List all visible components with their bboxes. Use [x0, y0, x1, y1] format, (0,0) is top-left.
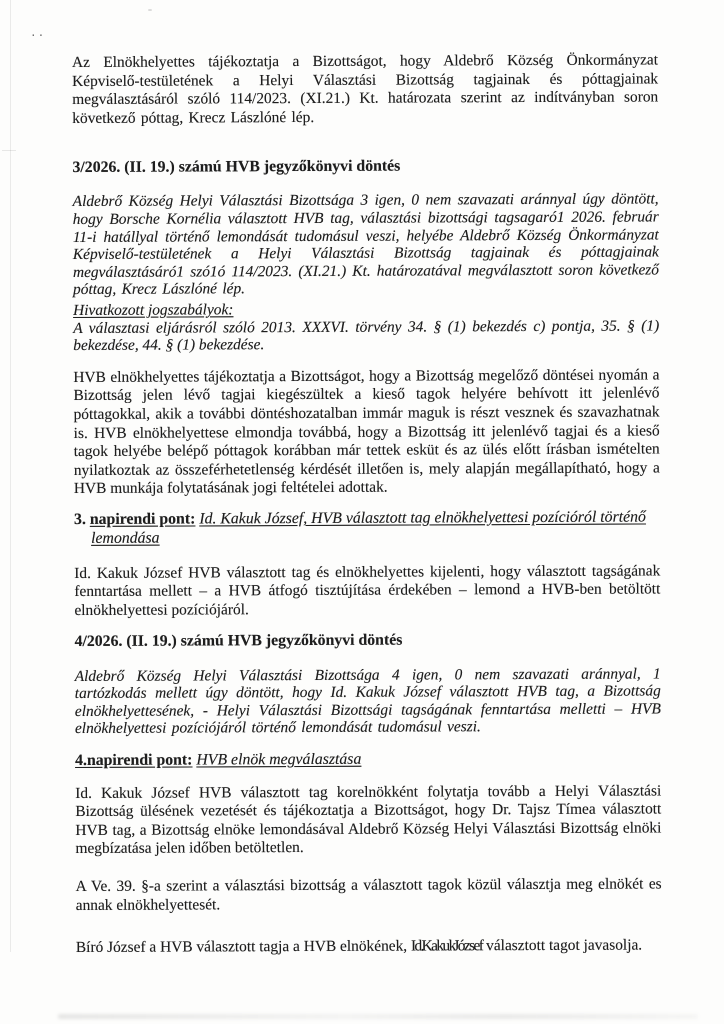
scan-artifact-ghost-next-line: [58, 1014, 698, 1019]
scan-artifact-left-line: [10, 0, 11, 952]
referenced-laws-text: A választasi eljárásról szóló 2013. XXXVI. törvény 34. § (1) bekezdés c) pontja, 35. § (1) bekezdése, 44. § (1) bekezdése.: [73, 316, 660, 355]
agenda-item-4-heading: [75, 748, 661, 770]
chair-proposal-line: [76, 937, 662, 958]
agenda-item-4-label: 4.napirendi pont:: [75, 751, 193, 770]
agenda-item-3-heading: [74, 507, 660, 549]
agenda-item-4-paragraph-2: A Ve. 39. §-a szerint a választási bizottság a választott tagok közül választja meg elnökét es annak elnökhelyettesét.: [75, 875, 662, 914]
scan-artifact-dots: ..: [30, 26, 46, 39]
decision-3-heading: 3/2026. (II. 19.) számú HVB jegyzőkönyvi döntés: [72, 157, 401, 177]
referenced-laws-label: Hivatkozott jogszabályok:: [73, 301, 234, 319]
agenda-item-3-title: Id. Kakuk József, HVB választott tag elnökhelyettesi pozícióról történő lemondása: [91, 508, 646, 548]
agenda-item-3-label: napirendi pont:: [89, 510, 196, 528]
intro-paragraph: Az Elnökhelyettes tájékoztatja a Bizottságot, hogy Aldebrő Község Önkormányzat Képviselő-testületének a Helyi Választási Bizottság tagjainak és póttagjainak megválasztásáról szóló 114/2023. (XI.21.) Kt. határozata szerint az indítványban soron következő póttag, Krecz Lászlóné lép.: [72, 51, 659, 127]
decision-4-heading: 4/2026. (II. 19.) számú HVB jegyzőkönyvi döntés: [74, 631, 403, 650]
agenda-item-4-paragraph-1: Id. Kakuk József HVB választott tag korelnökként folytatja tovább a Helyi Választási Bizottság ülésének vezetését és tájékoztatja a Bizottságot, hogy Dr. Tajsz Tímea választott HVB tag, a Bizottság elnöke lemondásával Aldebrő Község Helyi Választási Bizottság elnöki megbízatása jelen időben betöltetlen.: [75, 781, 662, 858]
deputy-chair-info-paragraph: HVB elnökhelyettes tájékoztatja a Bizottságot, hogy a Bizottság megelőző döntései nyomán a Bizottság jelen lévő tagjai kiegészültek a kieső tagok helyére behívott itt jelenlévő póttagokkal, akik a további döntéshozatalban immár maguk is részt vesznek és szavazhatnak is. HVB elnökhelyettese elmondja továbbá, hogy a Bizottság itt jelenlévő tagjai és a kieső tagok helyébe belépő póttagok korábban már tettek esküt és az ülés előtt írásban ismételten nyilatkoztak az összeférhetetlenség kérdését illetően is, mely alapján megállapítható, hogy a HVB munkája folytatásának jogi feltételei adottak.: [73, 366, 660, 498]
agenda-item-3-paragraph: Id. Kakuk József HVB választott tag és elnökhelyettes kijelenti, hogy választott tagságának fenntartása mellett – a HVB átfogó tisztújítása érdekében – lemond a HVB-ben betöltött elnökhelyettesi pozíciójáról.: [74, 562, 661, 620]
chair-proposal-condensed-name: Id. Kakuk József: [410, 937, 483, 955]
decision-3-body: Aldebrő Község Helyi Választási Bizottsága 3 igen, 0 nem szavazati aránnyal úgy döntött, hogy Borsche Kornélia választott HVB tag, választási bizottsági tagsagaró1 2026. február 11-i hatállyal történő lemondását tudomásul veszi, helyébe Aldebrő Község Önkormányzat Képviselő-testületének a Helyi Választási Bizottság tagjainak és póttagjainak megválasztásáró1 szó1ó 114/2023. (XI.21.) Kt. határozatával megválasztott soron következő póttag, Krecz Lászlóné lép.: [72, 190, 659, 299]
chair-proposal-before: Bíró József a HVB választott tagja a HVB elnökének,: [75, 937, 408, 957]
chair-proposal-after: választott tagot javasolja.: [486, 936, 643, 955]
document-body: [72, 51, 662, 957]
scan-artifact-left-tick: [2, 150, 16, 151]
scan-artifact-speck: [148, 9, 152, 11]
referenced-laws: [73, 299, 659, 354]
agenda-item-3-number: 3.: [73, 510, 86, 528]
agenda-item-4-title: HVB elnök megválasztása: [196, 750, 362, 769]
decision-4-body: Aldebrő Község Helyi Választási Bizottsága 4 igen, 0 nem szavazati aránnyal, 1 tartózkodás mellett úgy döntött, hogy Id. Kakuk József választott HVB tag, a Bizottság elnökhelyettesének, - Helyi Választási Bizottsági tagságának fenntartása melletti – HVB elnökhelyettesi pozíciójáról történő lemondását tudomásul veszi.: [74, 665, 661, 738]
